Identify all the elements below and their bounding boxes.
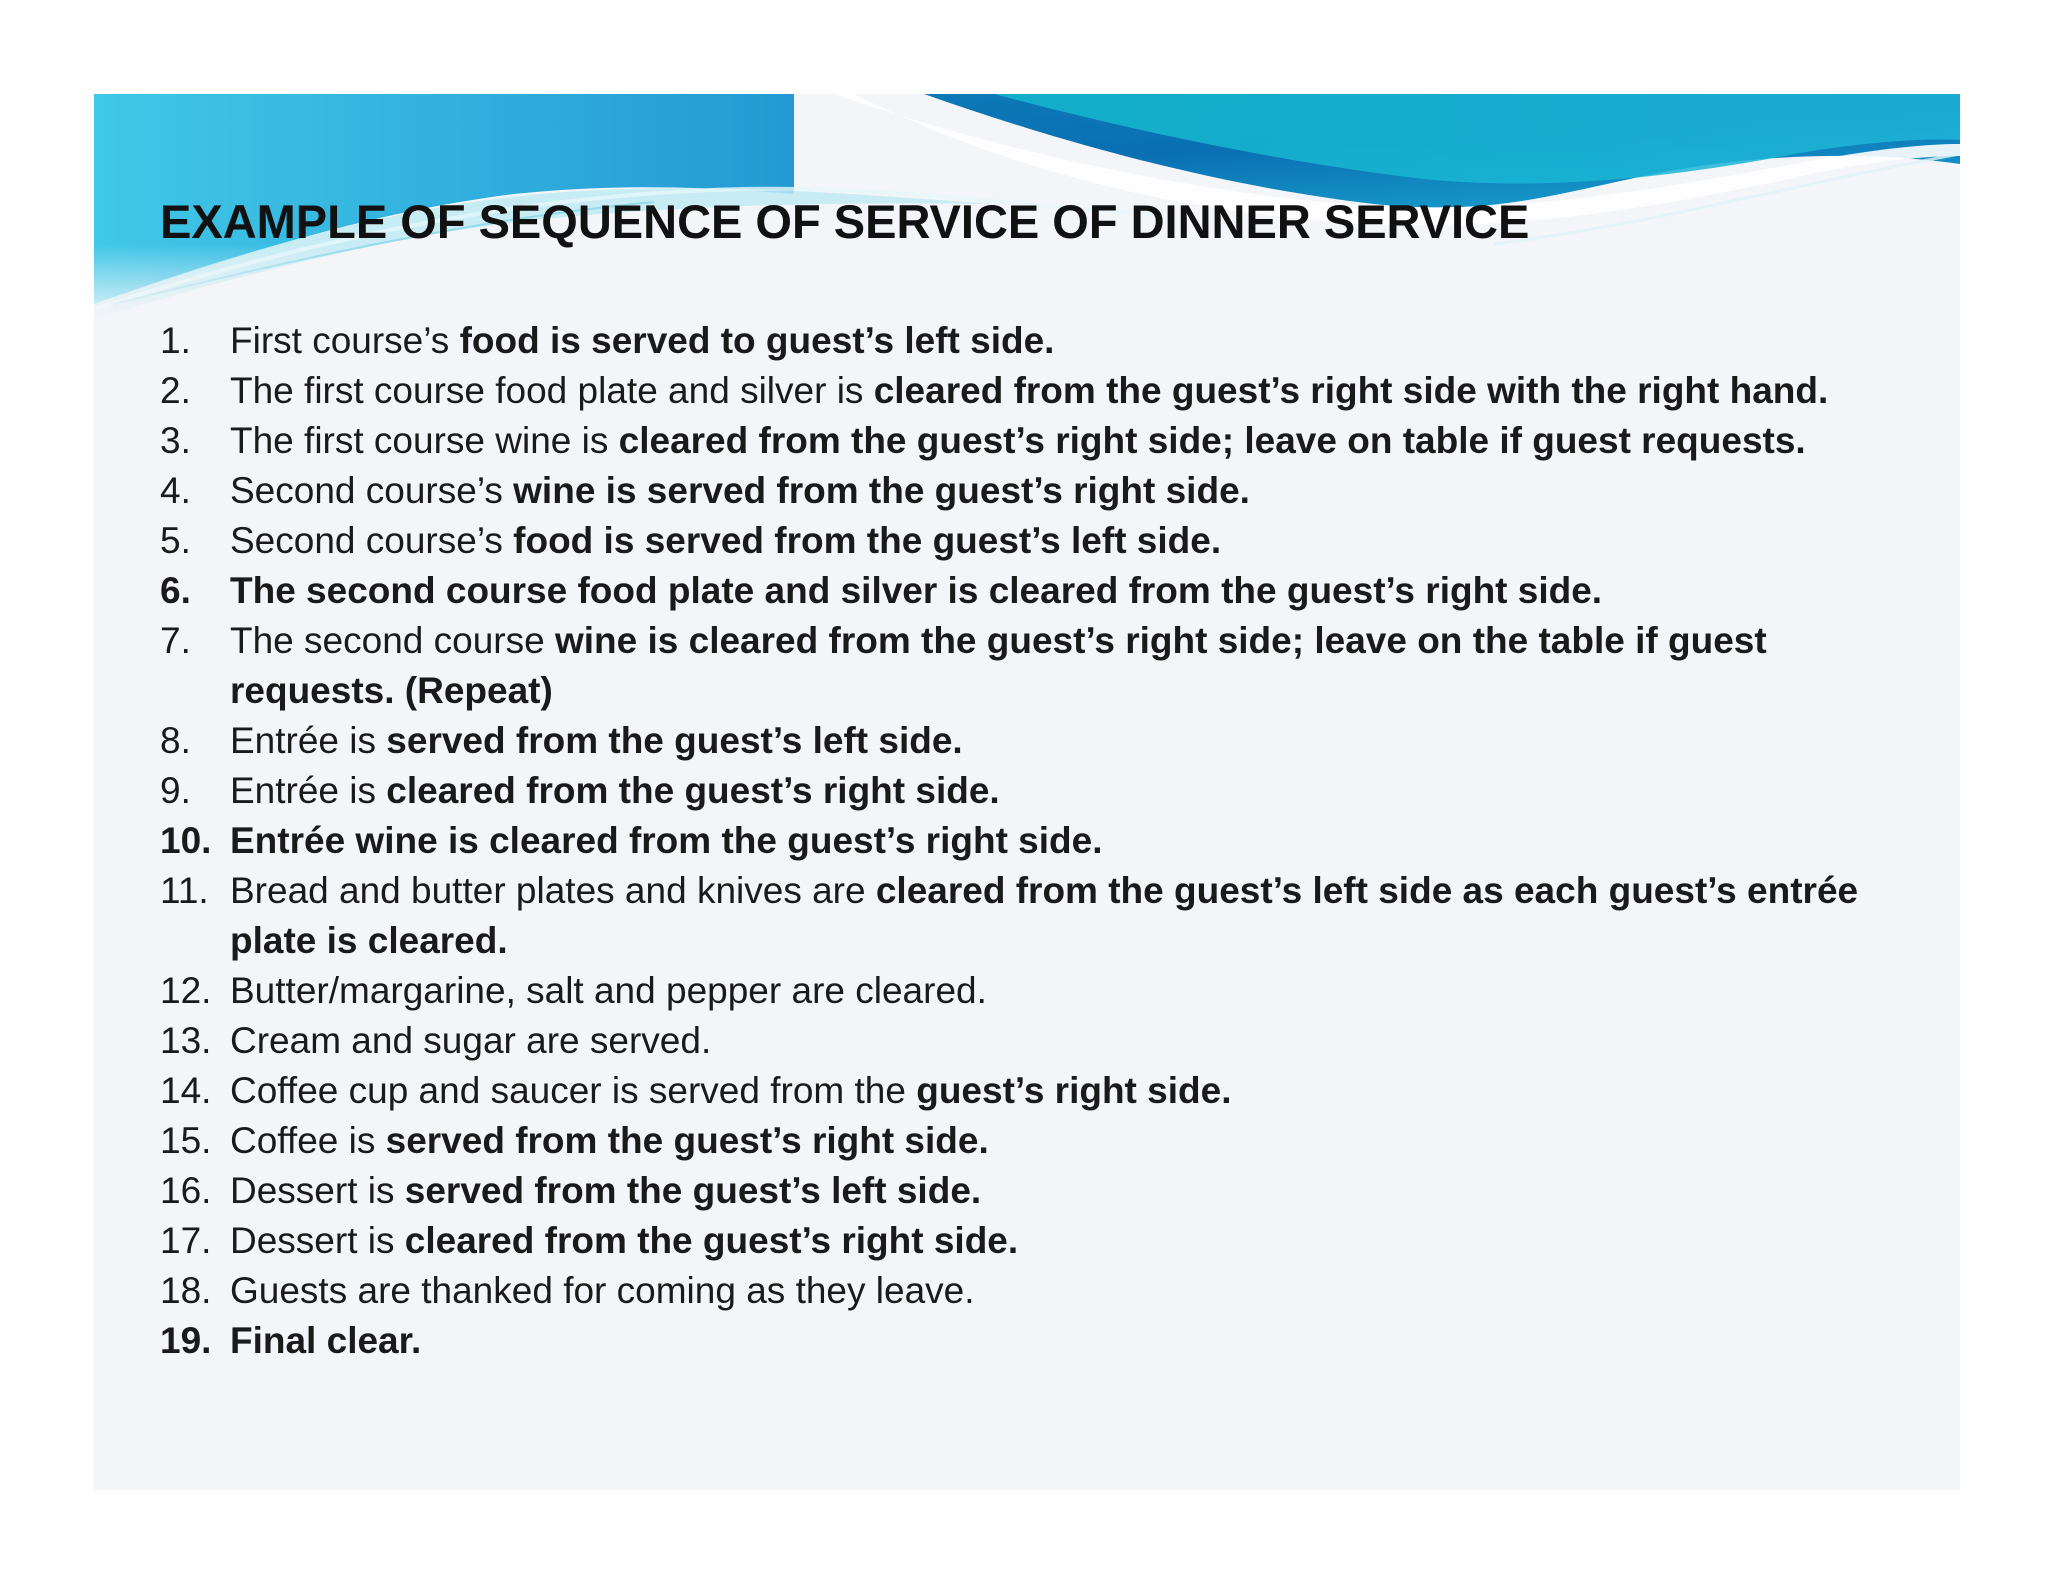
step-number: 10. xyxy=(160,820,212,861)
step-emphasis-text: cleared from the guest’s right side. xyxy=(386,770,1000,811)
step-text: Second course’s xyxy=(230,470,514,511)
step-emphasis-text: food is served from the guest’s left side. xyxy=(513,520,1222,561)
step-emphasis-text: food is served to guest’s left side. xyxy=(459,320,1055,361)
step-item xyxy=(160,766,1920,816)
step-text: Entrée is xyxy=(230,770,387,811)
step-number: 13. xyxy=(160,1020,212,1061)
step-item xyxy=(160,466,1920,516)
step-text: Coffee is xyxy=(230,1120,386,1161)
step-item xyxy=(160,816,1920,866)
step-text: Bread and butter plates and knives are xyxy=(230,870,876,911)
step-text: Second course’s xyxy=(230,520,514,561)
step-emphasis-text: wine is cleared from the guest’s right side; leave on the table if guest requests. (Repeat) xyxy=(230,620,1767,711)
step-emphasis-text: wine is served from the guest’s right side. xyxy=(513,470,1250,511)
step-emphasis-text: The second course food plate and silver is cleared from the guest’s right side. xyxy=(230,570,1603,611)
step-item xyxy=(160,1166,1920,1216)
step-emphasis-text: served from the guest’s left side. xyxy=(386,720,963,761)
step-item xyxy=(160,966,1920,1016)
step-item xyxy=(160,716,1920,766)
step-number: 18. xyxy=(160,1270,212,1311)
step-emphasis-text: cleared from the guest’s right side with the right hand. xyxy=(873,370,1829,411)
step-number: 3. xyxy=(160,420,191,461)
step-emphasis-text: cleared from the guest’s left side as each guest’s entrée plate is cleared. xyxy=(230,870,1859,961)
step-item xyxy=(160,1266,1920,1316)
step-number: 12. xyxy=(160,970,212,1011)
step-item xyxy=(160,1216,1920,1266)
step-number: 14. xyxy=(160,1070,212,1111)
step-item xyxy=(160,1066,1920,1116)
step-number: 15. xyxy=(160,1120,212,1161)
step-emphasis-text: guest’s right side. xyxy=(916,1070,1232,1111)
step-number: 5. xyxy=(160,520,191,561)
step-item xyxy=(160,616,1920,716)
step-text: Coffee cup and saucer is served from the xyxy=(230,1070,917,1111)
step-number: 19. xyxy=(160,1320,212,1361)
slide-title: EXAMPLE OF SEQUENCE OF SERVICE OF DINNER SERVICE xyxy=(160,195,1530,248)
step-emphasis-text: served from the guest’s left side. xyxy=(404,1170,982,1211)
step-text: The first course food plate and silver is xyxy=(230,370,874,411)
step-emphasis-text: served from the guest’s right side. xyxy=(385,1120,989,1161)
step-text: Guests are thanked for coming as they leave. xyxy=(230,1270,975,1311)
step-number: 4. xyxy=(160,470,191,511)
step-item xyxy=(160,1116,1920,1166)
step-number: 9. xyxy=(160,770,191,811)
step-number: 16. xyxy=(160,1170,212,1211)
step-item xyxy=(160,1316,1920,1366)
slide xyxy=(94,94,1960,1490)
step-text: First course’s xyxy=(230,320,460,361)
step-emphasis-text: cleared from the guest’s right side; leave on table if guest requests. xyxy=(618,420,1806,461)
step-text: Dessert is xyxy=(230,1220,405,1261)
step-text: Entrée is xyxy=(230,720,387,761)
step-item xyxy=(160,416,1920,466)
step-emphasis-text: cleared from the guest’s right side. xyxy=(404,1220,1019,1261)
step-text: The first course wine is xyxy=(230,420,619,461)
step-number: 2. xyxy=(160,370,191,411)
step-text: The second course xyxy=(230,620,555,661)
step-number: 7. xyxy=(160,620,191,661)
step-item xyxy=(160,866,1920,966)
step-number: 8. xyxy=(160,720,191,761)
step-item xyxy=(160,516,1920,566)
step-text: Dessert is xyxy=(230,1170,405,1211)
step-text: Butter/margarine, salt and pepper are cleared. xyxy=(230,970,987,1011)
step-number: 6. xyxy=(160,570,191,611)
step-number: 11. xyxy=(160,870,209,911)
step-emphasis-text: Entrée wine is cleared from the guest’s right side. xyxy=(230,820,1103,861)
step-number: 17. xyxy=(160,1220,212,1261)
step-item xyxy=(160,566,1920,616)
step-item xyxy=(160,1016,1920,1066)
step-text: Cream and sugar are served. xyxy=(230,1020,712,1061)
step-item xyxy=(160,316,1920,366)
service-steps-list xyxy=(160,316,1920,1366)
step-number: 1. xyxy=(160,320,191,361)
step-item xyxy=(160,366,1920,416)
step-emphasis-text: Final clear. xyxy=(230,1320,422,1361)
